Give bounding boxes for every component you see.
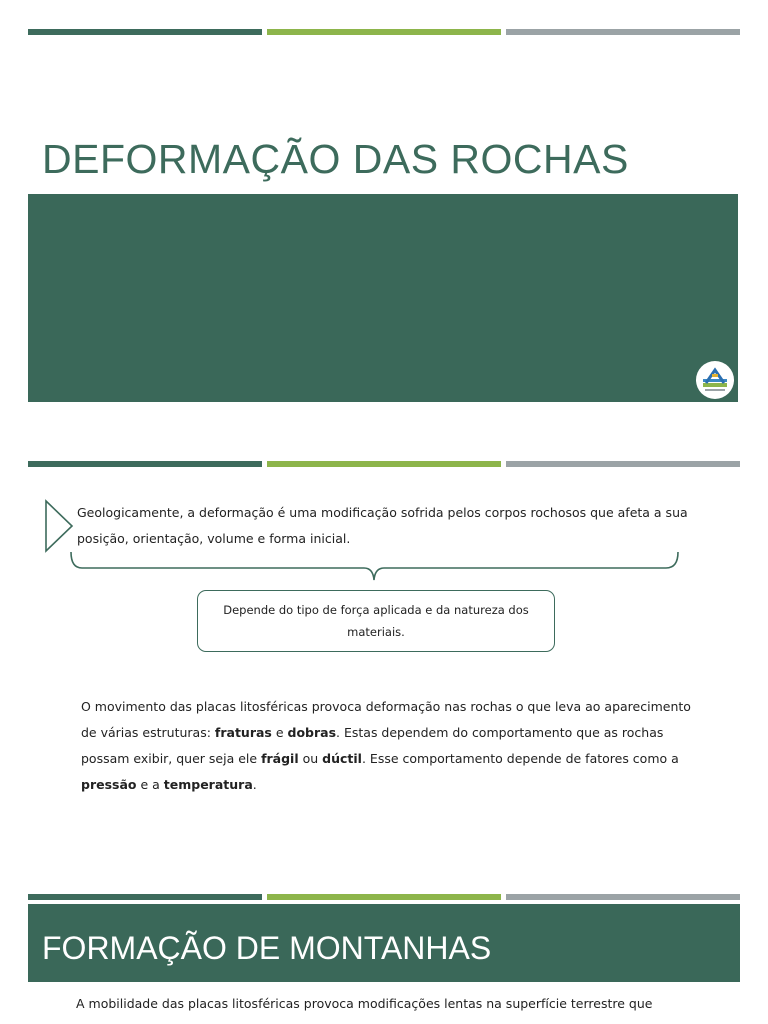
- accent-bar-dark-green: [28, 461, 262, 467]
- accent-bar-dark-green: [28, 29, 262, 35]
- callout-box: [197, 590, 555, 652]
- paragraph-text: e a: [136, 777, 164, 792]
- hero-banner: [28, 194, 738, 402]
- accent-bars-top: [28, 29, 740, 35]
- curly-brace-icon: [68, 548, 682, 582]
- section-title-band: [28, 904, 740, 982]
- section-text: A mobilidade das placas litosféricas provoca modificações lentas na superfície terrestre que: [76, 996, 653, 1011]
- paragraph-text: e: [271, 725, 288, 740]
- accent-bars-bottom: [28, 894, 740, 900]
- accent-bar-light-green: [267, 894, 501, 900]
- bullet-triangle-icon: [44, 499, 74, 553]
- keyword-fragil: frágil: [261, 751, 299, 766]
- callout-text: Depende do tipo de força aplicada e da natureza dos materiais.: [223, 603, 529, 639]
- accent-bar-gray: [506, 29, 740, 35]
- keyword-temperatura: temperatura: [163, 777, 253, 792]
- paragraph-text: . Esse comportamento depende de fatores como a: [361, 751, 679, 766]
- body-paragraph: [81, 694, 706, 798]
- keyword-pressao: pressão: [81, 777, 137, 792]
- accent-bar-light-green: [267, 461, 501, 467]
- keyword-ductil: dúctil: [322, 751, 362, 766]
- paragraph-text: .: [252, 777, 257, 792]
- intro-text: Geologicamente, a deformação é uma modificação sofrida pelos corpos rochosos que afeta a sua posição, orientação, volume e forma inicial.: [77, 505, 688, 546]
- section-title: FORMAÇÃO DE MONTANHAS: [42, 930, 492, 966]
- paragraph-text: . Estas dependem do comportamento que as rochas possam exibir, quer seja ele: [81, 725, 664, 766]
- keyword-dobras: dobras: [287, 725, 337, 740]
- accent-bars-middle: [28, 461, 740, 467]
- keyword-fraturas: fraturas: [214, 725, 272, 740]
- accent-bar-light-green: [267, 29, 501, 35]
- accent-bar-gray: [506, 461, 740, 467]
- paragraph-text: O movimento das placas litosféricas provoca deformação nas rochas o que leva ao aparecimento de várias estruturas:: [81, 699, 691, 740]
- slide-title: DEFORMAÇÃO DAS ROCHAS: [42, 136, 629, 182]
- accent-bar-dark-green: [28, 894, 262, 900]
- accent-bar-gray: [506, 894, 740, 900]
- paragraph-text: ou: [298, 751, 323, 766]
- school-logo-icon: [696, 361, 734, 399]
